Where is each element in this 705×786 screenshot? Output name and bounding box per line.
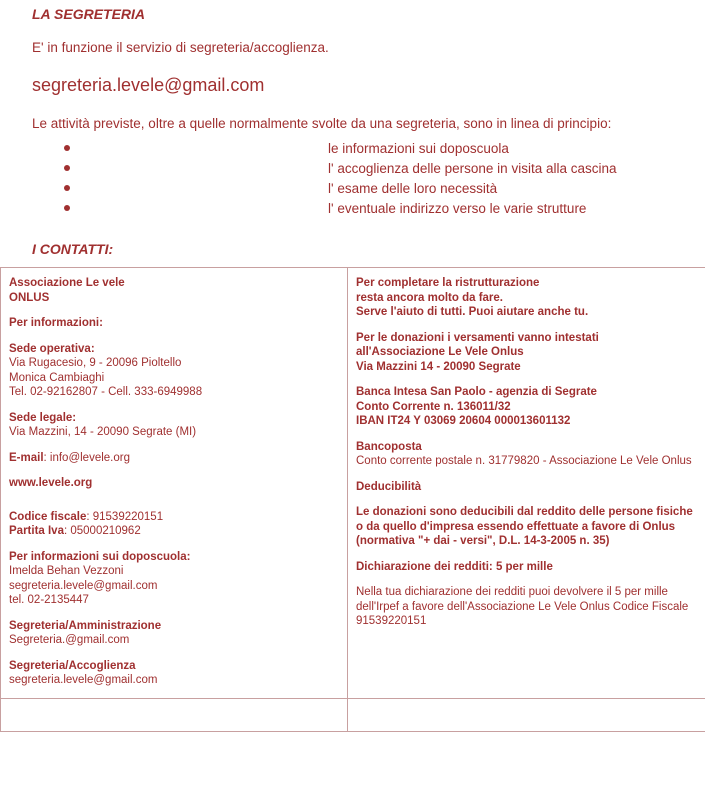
doposcuola-email: segreteria.levele@gmail.com (9, 579, 339, 594)
org-name-block (9, 276, 339, 305)
bank-name: Banca Intesa San Paolo - agenzia di Segrate (356, 385, 701, 400)
deducibilita-text-block (356, 505, 701, 549)
document-page (0, 6, 705, 786)
list-item (28, 139, 687, 159)
contacts-table (0, 267, 705, 732)
segreteria-accoglienza-block (9, 659, 339, 688)
sede-operativa-person: Monica Cambiaghi (9, 371, 339, 386)
bancoposta-label: Bancoposta (356, 440, 701, 455)
email-label: E-mail (9, 452, 44, 464)
footer-cell-left (1, 698, 348, 731)
bank-iban: IBAN IT24 Y 03069 20604 000013601132 (356, 414, 701, 429)
bullet-icon (64, 145, 70, 151)
donations-line2: all'Associazione Le Vele Onlus (356, 345, 701, 360)
bancoposta-value: Conto corrente postale n. 31779820 - Associazione Le Vele Onlus (356, 455, 692, 467)
partita-iva-label: Partita Iva (9, 525, 64, 537)
segreteria-amministrazione-label: Segreteria/Amministrazione (9, 619, 339, 634)
contacts-heading: I CONTATTI: (32, 241, 687, 257)
website-block[interactable] (9, 476, 339, 491)
contacts-left-cell (1, 268, 348, 699)
dichiarazione-value: : 5 per mille (489, 561, 553, 573)
dichiarazione-label: Dichiarazione dei redditi (356, 561, 489, 573)
doposcuola-block (9, 550, 339, 608)
page-title: LA SEGRETERIA (32, 6, 687, 22)
email-value: : info@levele.org (44, 452, 130, 464)
table-row (1, 268, 705, 699)
segreteria-accoglienza-email: segreteria.levele@gmail.com (9, 673, 339, 688)
dichiarazione-block (356, 560, 701, 575)
sede-legale-label: Sede legale: (9, 411, 339, 426)
intro-paragraph: Le attività previste, oltre a quelle normalmente svolte da una segreteria, sono in linea di principio: (32, 116, 687, 131)
list-item-label: l' eventuale indirizzo verso le varie strutture (328, 201, 586, 216)
cinque-per-mille-block (356, 585, 701, 629)
list-item (28, 159, 687, 179)
list-item (28, 199, 687, 219)
sede-legale-block (9, 411, 339, 440)
email-block (9, 451, 339, 466)
deducibilita-label-block (356, 480, 701, 495)
cinque-per-mille-text: Nella tua dichiarazione dei redditi puoi devolvere il 5 per mille dell'Irpef a favore dell'Associazione Le Vele Onlus Codice Fiscale 91539220151 (356, 586, 688, 627)
sede-legale-address: Via Mazzini, 14 - 20090 Segrate (MI) (9, 425, 339, 440)
partita-iva-line (9, 524, 339, 539)
sede-operativa-phone: Tel. 02-92162807 - Cell. 333-6949988 (9, 385, 339, 400)
codice-fiscale-line (9, 510, 339, 525)
appeal-line3: Serve l'aiuto di tutti. Puoi aiutare anche tu. (356, 305, 701, 320)
spacer (9, 502, 339, 510)
info-label: Per informazioni: (9, 316, 339, 331)
contacts-right-cell (348, 268, 705, 699)
list-item-label: l' esame delle loro necessità (328, 181, 497, 196)
bullet-icon (64, 185, 70, 191)
deducibilita-text: Le donazioni sono deducibili dal reddito delle persone fisiche o da quello d'impresa essendo effettuate a favore di Onlus (normativa "+ dai - versi", D.L. 14-3-2005 n. 35) (356, 506, 693, 547)
bullet-icon (64, 205, 70, 211)
footer-cell-right (348, 698, 705, 731)
bank-block (356, 385, 701, 429)
appeal-block (356, 276, 701, 320)
donations-block (356, 331, 701, 375)
bancoposta-block (356, 440, 701, 469)
doposcuola-label: Per informazioni sui doposcuola: (9, 550, 339, 565)
sede-operativa-block (9, 342, 339, 400)
doposcuola-person: Imelda Behan Vezzoni (9, 564, 339, 579)
activities-list (28, 139, 687, 219)
donations-line3: Via Mazzini 14 - 20090 Segrate (356, 360, 701, 375)
list-item-label: le informazioni sui doposcuola (328, 141, 509, 156)
sede-operativa-label: Sede operativa: (9, 342, 339, 357)
codice-fiscale-value: : 91539220151 (86, 511, 163, 523)
bank-account: Conto Corrente n. 136011/32 (356, 400, 701, 415)
list-item-label: l' accoglienza delle persone in visita alla cascina (328, 161, 617, 176)
segreteria-amministrazione-block (9, 619, 339, 648)
partita-iva-value: : 05000210962 (64, 525, 141, 537)
donations-line1: Per le donazioni i versamenti vanno intestati (356, 331, 701, 346)
appeal-line2: resta ancora molto da fare. (356, 291, 701, 306)
org-name-line1: Associazione Le vele (9, 276, 339, 291)
website-link[interactable]: www.levele.org (9, 477, 92, 489)
sede-operativa-address: Via Rugacesio, 9 - 20096 Pioltello (9, 356, 339, 371)
intro-section (0, 6, 705, 257)
bullet-icon (64, 165, 70, 171)
org-name-line2: ONLUS (9, 291, 339, 306)
segreteria-email: segreteria.levele@gmail.com (32, 75, 687, 96)
fiscal-block (9, 510, 339, 539)
intro-lead: E' in funzione il servizio di segreteria/accoglienza. (32, 40, 687, 55)
deducibilita-label: Deducibilità (356, 481, 421, 493)
appeal-line1: Per completare la ristrutturazione (356, 276, 701, 291)
segreteria-accoglienza-label: Segreteria/Accoglienza (9, 659, 339, 674)
list-item (28, 179, 687, 199)
segreteria-amministrazione-email: Segreteria.@gmail.com (9, 633, 339, 648)
codice-fiscale-label: Codice fiscale (9, 511, 86, 523)
doposcuola-phone: tel. 02-2135447 (9, 593, 339, 608)
table-row-footer (1, 698, 705, 731)
